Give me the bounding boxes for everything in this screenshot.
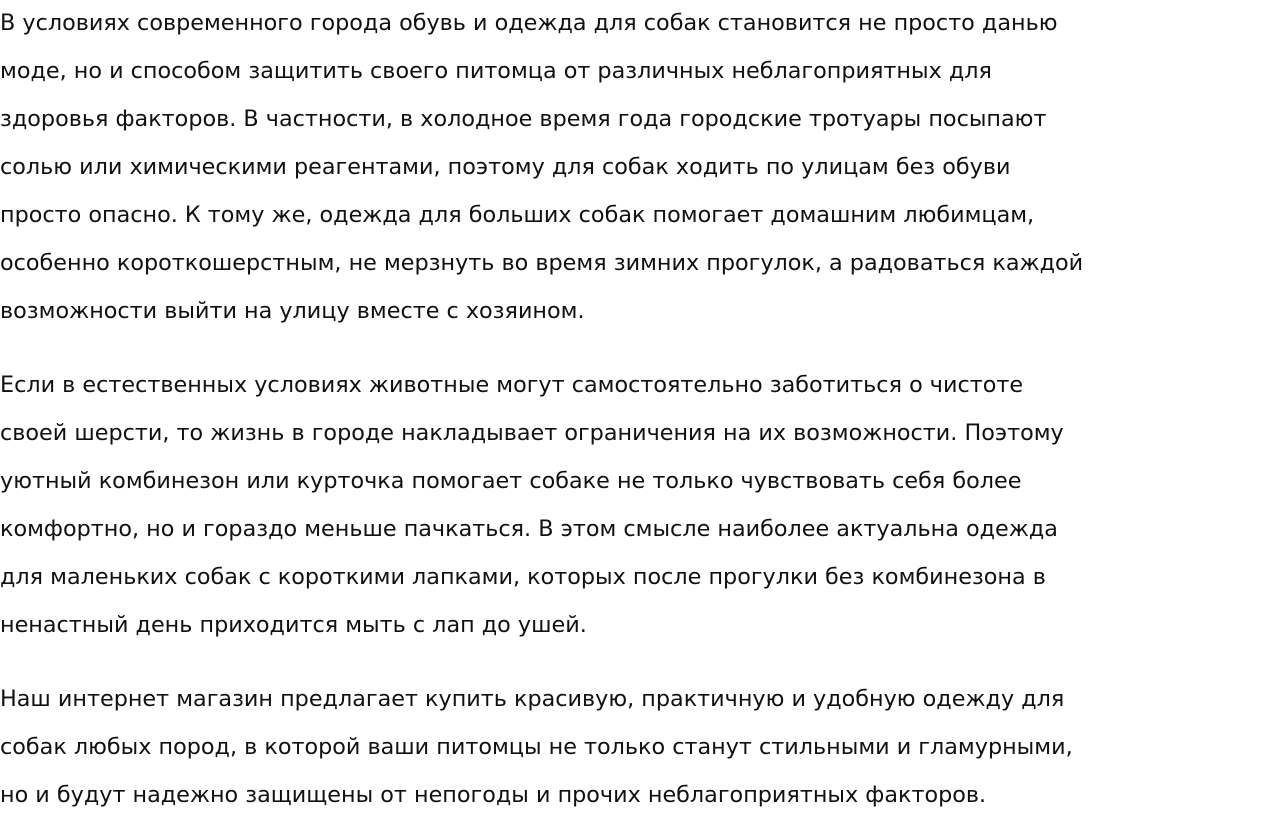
paragraph-line: моде, но и способом защитить своего питомца от различных неблагоприятных для <box>0 58 992 84</box>
paragraph-2 <box>0 361 1270 649</box>
paragraph-line: солью или химическими реагентами, поэтому для собак ходить по улицам без обуви <box>0 154 1011 180</box>
paragraph-line: собак любых пород, в которой ваши питомцы не только станут стильными и гламурными, <box>0 734 1073 760</box>
paragraph-line: возможности выйти на улицу вместе с хозяином. <box>0 298 585 324</box>
paragraph-3 <box>0 675 1270 819</box>
paragraph-line: для маленьких собак с короткими лапками, которых после прогулки без комбинезона в <box>0 564 1046 590</box>
paragraph-line: своей шерсти, то жизнь в городе накладывает ограничения на их возможности. Поэтому <box>0 420 1064 446</box>
paragraph-line: уютный комбинезон или курточка помогает собаке не только чувствовать себя более <box>0 468 1022 494</box>
paragraph-line: особенно короткошерстным, не мерзнуть во время зимних прогулок, а радоваться каждой <box>0 250 1084 276</box>
paragraph-1 <box>0 0 1270 335</box>
paragraph-line: но и будут надежно защищены от непогоды и прочих неблагоприятных факторов. <box>0 782 987 808</box>
paragraph-line: В условиях современного города обувь и одежда для собак становится не просто данью <box>0 10 1058 36</box>
paragraph-line: здоровья факторов. В частности, в холодное время года городские тротуары посыпают <box>0 106 1047 132</box>
paragraph-line: ненастный день приходится мыть с лап до ушей. <box>0 612 587 638</box>
paragraph-line: Наш интернет магазин предлагает купить красивую, практичную и удобную одежду для <box>0 686 1065 712</box>
paragraph-line: Если в естественных условиях животные могут самостоятельно заботиться о чистоте <box>0 372 1024 398</box>
paragraph-line: просто опасно. К тому же, одежда для больших собак помогает домашним любимцам, <box>0 202 1035 228</box>
paragraph-line: комфортно, но и гораздо меньше пачкаться. В этом смысле наиболее актуальна одежда <box>0 516 1058 542</box>
